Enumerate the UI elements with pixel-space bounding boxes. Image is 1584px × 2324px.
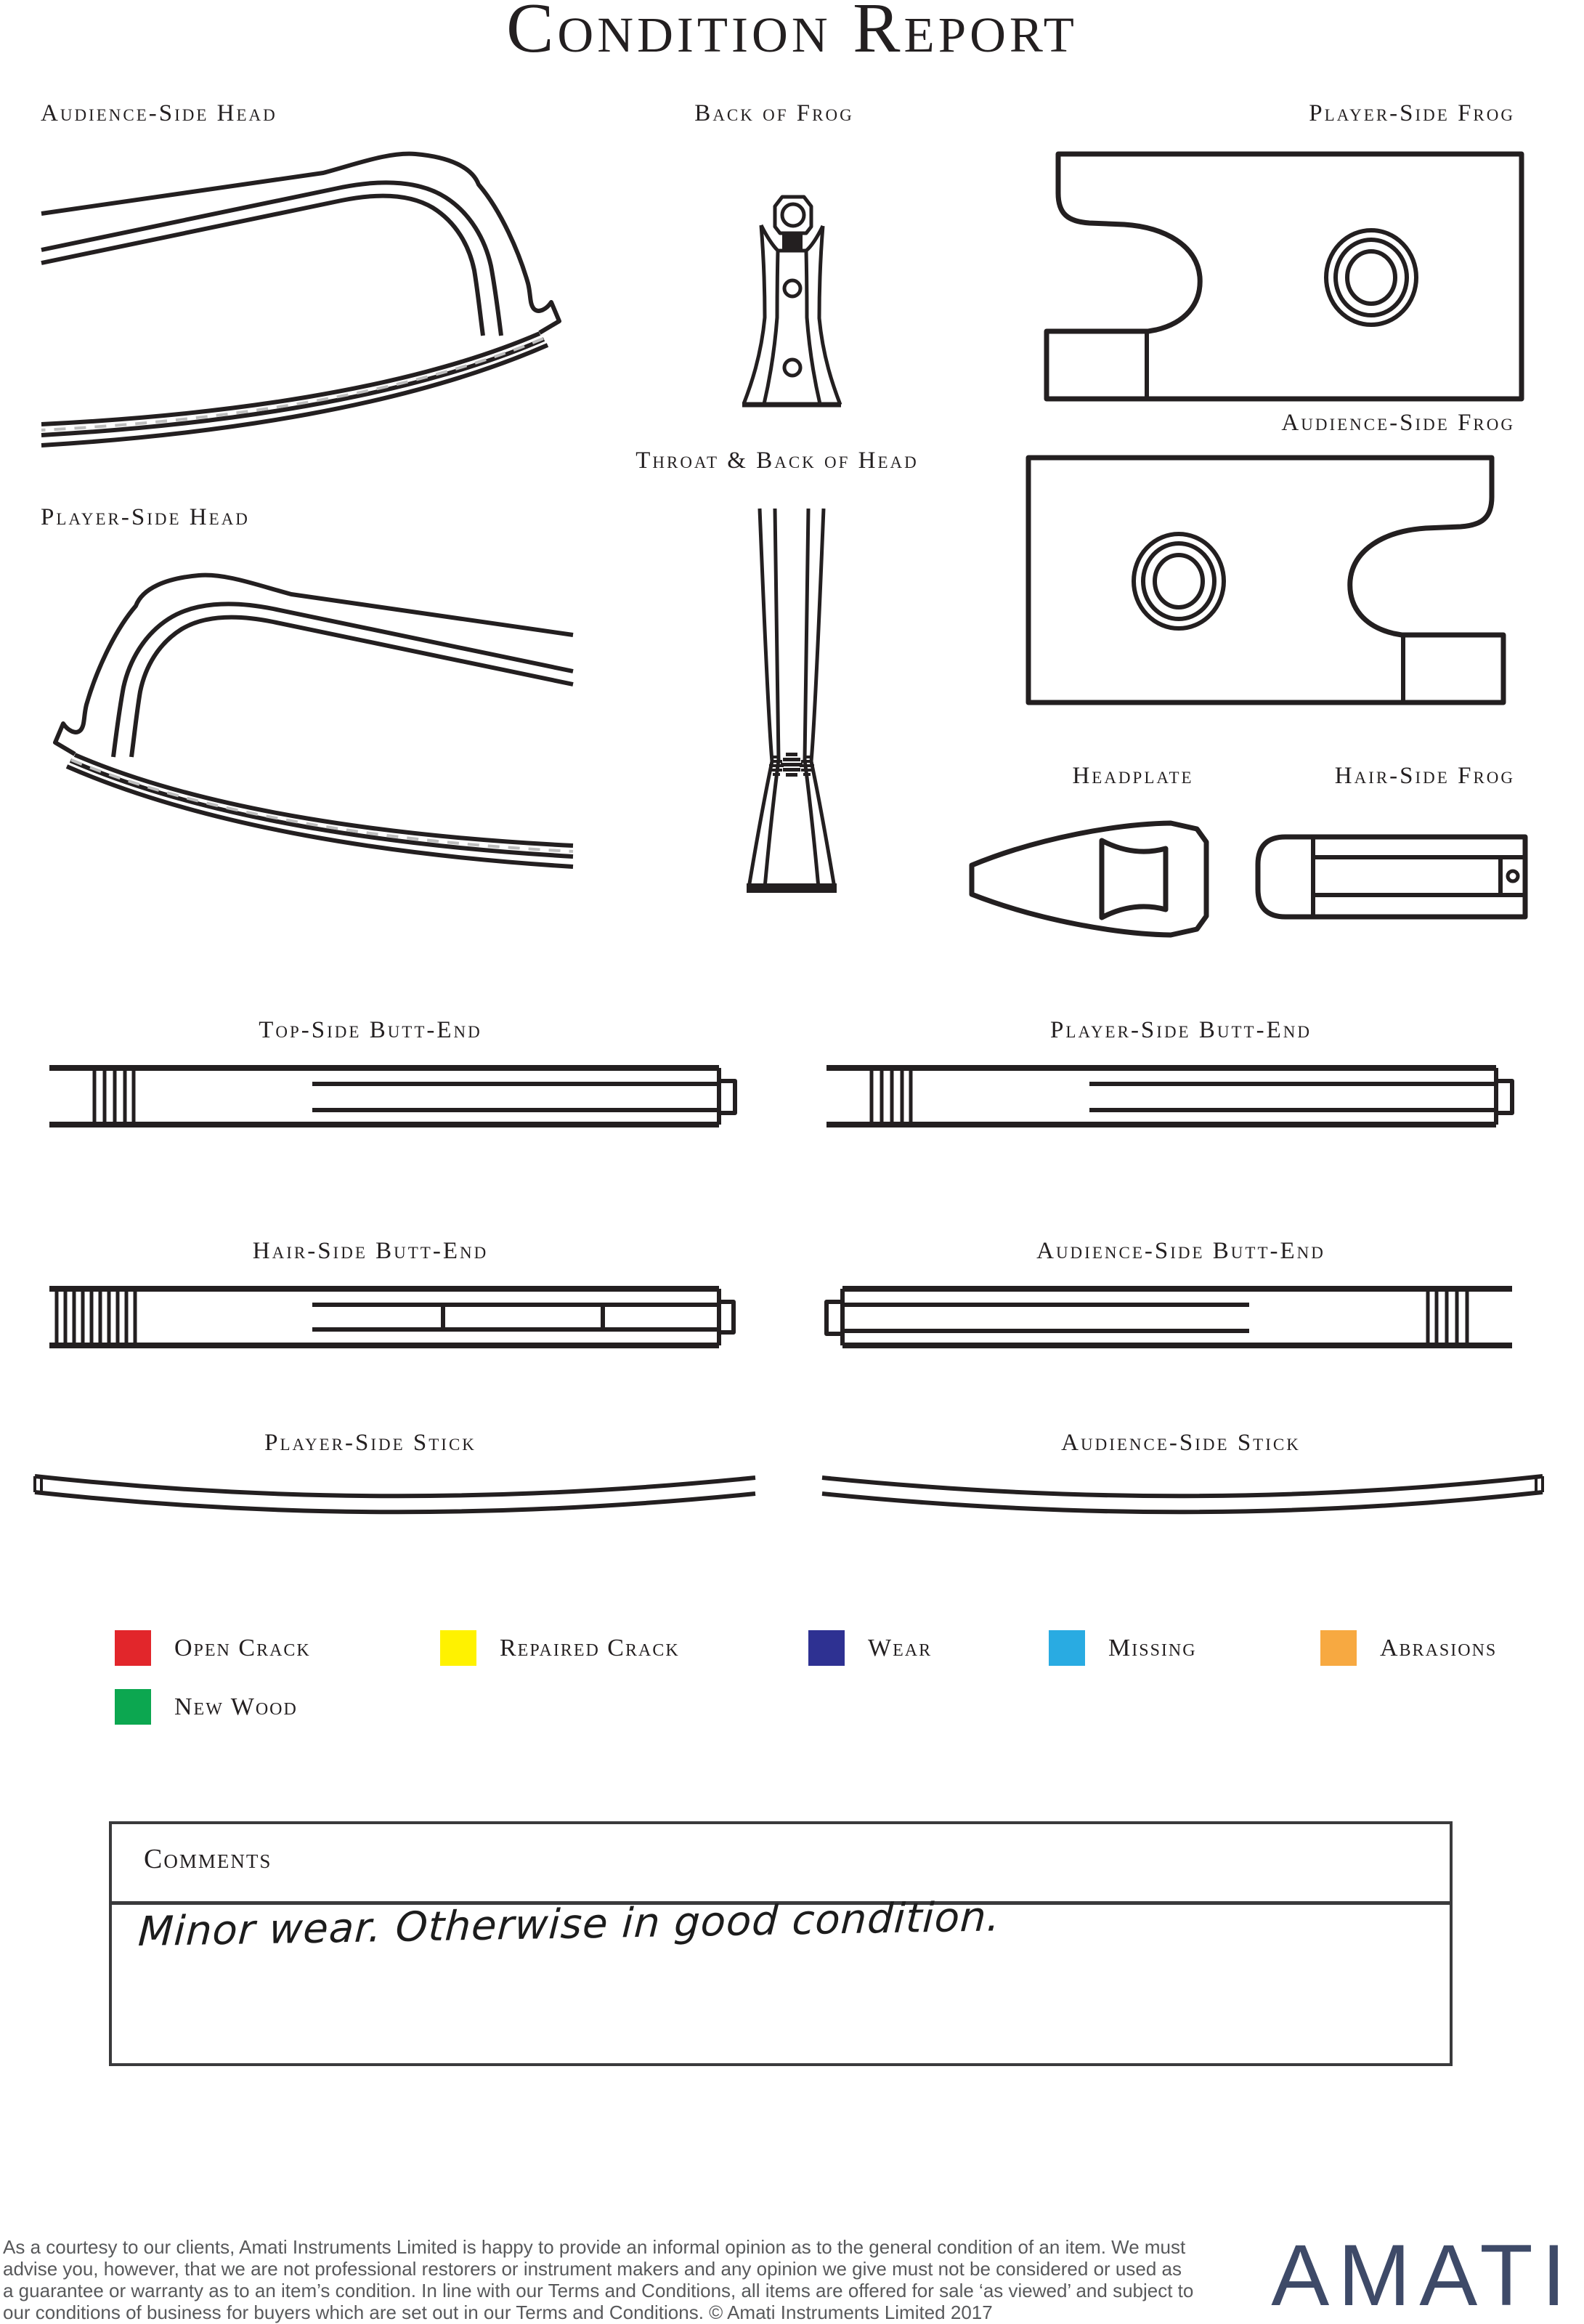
audience-side-frog-drawing [1028, 458, 1503, 703]
wear-swatch [808, 1630, 845, 1666]
disclaimer-line: advise you, however, that we are not professional restorers or instrument makers and any opinion we give must not be considered or used as [3, 2258, 1182, 2280]
amati-logo: AMATI [1271, 2227, 1575, 2324]
abrasions-label: Abrasions [1380, 1635, 1498, 1661]
audience-side-butt-end-drawing [826, 1289, 1512, 1345]
new-wood-swatch [115, 1689, 151, 1725]
player-side-butt-end-drawing [826, 1068, 1512, 1125]
handwritten-comment: Minor wear. Otherwise in good condition. [137, 1893, 1002, 1956]
disclaimer-line: a guarantee or warranty as to an item’s condition. In line with our Terms and Conditions, all items are offered for sale ‘as viewed’ and subject to [3, 2280, 1194, 2301]
label-player-side-head: Player-Side Head [41, 504, 250, 530]
top-side-butt-end-drawing [49, 1068, 735, 1125]
label-player-side-butt-end: Player-Side Butt-End [1050, 1017, 1312, 1043]
label-audience-side-butt-end: Audience-Side Butt-End [1036, 1238, 1325, 1264]
abrasions-swatch [1320, 1630, 1357, 1666]
headplate-drawing [972, 823, 1206, 935]
label-audience-side-stick: Audience-Side Stick [1061, 1430, 1301, 1456]
label-player-side-stick: Player-Side Stick [264, 1430, 476, 1456]
label-top-side-butt-end: Top-Side Butt-End [259, 1017, 482, 1043]
comments-box [109, 1821, 1453, 2066]
missing-swatch [1049, 1630, 1085, 1666]
hair-side-butt-end-drawing [49, 1289, 734, 1345]
back-of-frog-drawing [742, 197, 841, 405]
comments-title: Comments [144, 1844, 272, 1874]
label-player-side-frog: Player-Side Frog [1309, 100, 1515, 126]
open-crack-label: Open Crack [174, 1635, 311, 1661]
open-crack-swatch [115, 1630, 151, 1666]
label-hair-side-butt-end: Hair-Side Butt-End [252, 1238, 489, 1264]
disclaimer-line: As a courtesy to our clients, Amati Instruments Limited is happy to provide an informal opinion as to the general condition of an item. We must [3, 2236, 1186, 2258]
disclaimer-text [3, 2236, 1223, 2323]
label-headplate: Headplate [1072, 763, 1194, 789]
disclaimer-line: our conditions of business for buyers which are set out in our Terms and Conditions. © Amati Instruments Limited 2017 [3, 2301, 993, 2323]
hair-side-frog-drawing [1258, 837, 1525, 917]
audience-side-stick-drawing [822, 1476, 1543, 1512]
throat-back-of-head-drawing [747, 509, 837, 893]
repaired-crack-swatch [440, 1630, 476, 1666]
player-side-stick-drawing [35, 1476, 755, 1512]
audience-side-head-drawing [41, 154, 559, 445]
label-throat-back-of-head: Throat & Back of Head [635, 448, 919, 474]
new-wood-label: New Wood [174, 1693, 298, 1720]
label-audience-side-head: Audience-Side Head [41, 100, 277, 126]
label-hair-side-frog: Hair-Side Frog [1334, 763, 1515, 789]
label-back-of-frog: Back of Frog [694, 100, 854, 126]
wear-label: Wear [868, 1635, 933, 1661]
missing-label: Missing [1108, 1635, 1197, 1661]
page-title: Condition Report [506, 0, 1078, 68]
player-side-head-drawing [55, 575, 573, 867]
repaired-crack-label: Repaired Crack [500, 1635, 680, 1661]
label-audience-side-frog: Audience-Side Frog [1281, 410, 1515, 436]
player-side-frog-drawing [1047, 154, 1522, 399]
